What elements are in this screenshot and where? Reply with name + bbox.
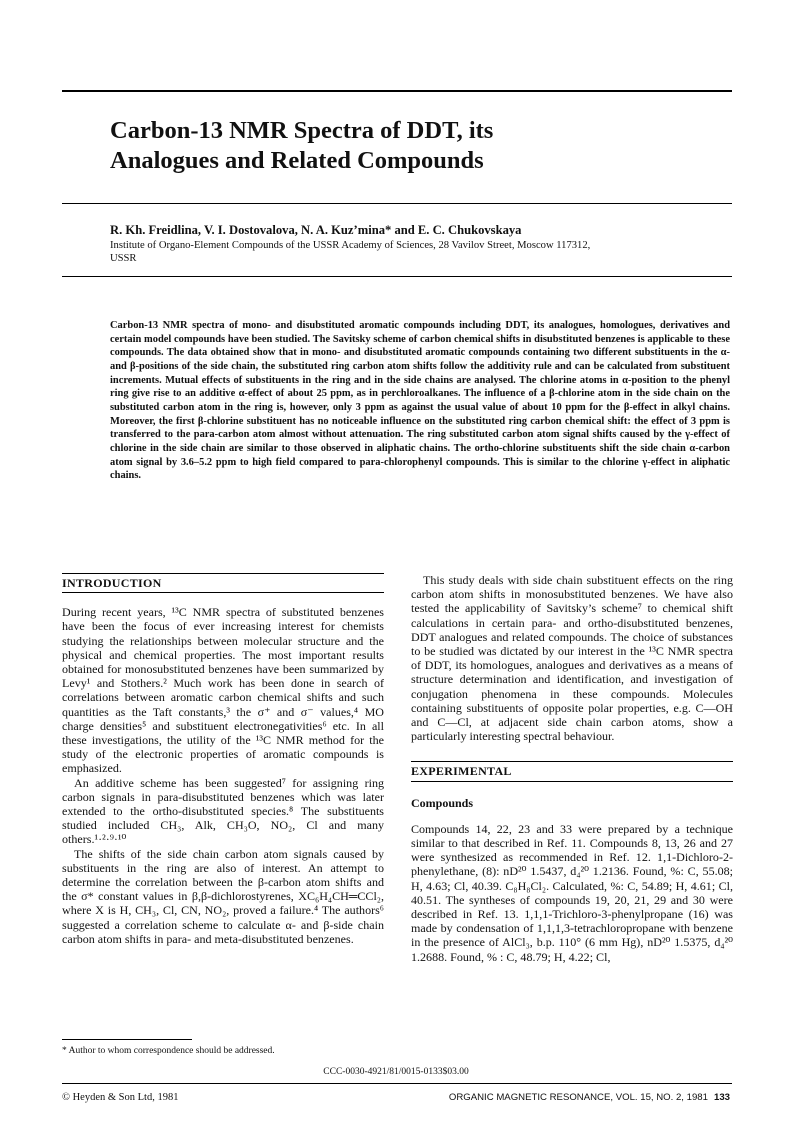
intro-paragraph-3: The shifts of the side chain carbon atom signals caused by substituents in the ring are also of interest. An attempt to determine the correlation between the β-carbon atom shifts and the σ* constant values in β,β-dichlorostyrenes, XC₆H₄CH═CCl₂, where X is H, CH₃, Cl, CN, NO₂, proved a failure.⁴ The authors⁶ suggested a correlation scheme to calculate α- and β-side chain carbon atom shifts in para- and meta-disubstituted benzenes.: [62, 846, 384, 946]
article-code: CCC-0030-4921/81/0015-0133$03.00: [323, 1067, 469, 1077]
intro-heading: INTRODUCTION: [62, 576, 162, 590]
title-rule: [62, 203, 732, 204]
intro-paragraph-1: During recent years, ¹³C NMR spectra of substituted benzenes have been the focus of ever increasing interest for chemists studying the relationships between molecular structure and the physical and chemical properties. The most important results obtained for monosubstituted benzenes have been summarized by Levy¹ and Stothers.² Much work has been done in search of correlations between aromatic carbon chemical shifts and such quantities as the Taft constants,³ the σ⁺ and σ⁻ values,⁴ MO charge densities⁵ and substituent electronegativities⁶ etc. In all these investigations, the utility of the ¹³C NMR method for the study of the electronic properties of aromatic compounds is emphasized.: [62, 605, 384, 776]
intro-paragraph-2: An additive scheme has been suggested⁷ for assigning ring carbon signals in para-disubstituted benzenes which was later extended to the ortho-disubstituted species.⁸ The substituents studied included CH₃, Alk, CH₃O, NO₂, Cl and many others.¹·²·⁹·¹⁰: [62, 775, 384, 847]
right-paragraph-1: This study deals with side chain substituent effects on the ring carbon atom shifts in monosubstituted benzenes. We have also tested the applicability of Savitsky’s scheme⁷ to chemical shift calculations in certain para- and ortho-disubstituted benzenes, DDT analogues and related compounds. The choice of substances to be studied was dictated by our interest in the ¹³C NMR spectra of DDT, its homologues, analogues and derivatives as a means of structure determination and identification, and investigation of conjugation phenomena in these compounds. Molecules containing substituents of opposite polar properties, e.g. C—OH and C—Cl, at adjacent side chain carbon atoms, show a particularly interesting spectral behaviour.: [411, 573, 733, 744]
experimental-heading: EXPERIMENTAL: [411, 764, 512, 779]
header-bottom-rule: [62, 276, 732, 277]
abstract: Carbon-13 NMR spectra of mono- and disubstituted aromatic compounds including DDT, its analogues, homologues, derivatives and certain model compounds have been studied. The Savitsky scheme of carbon chemical shifts in disubstituted benzenes is applicable to these compounds. The data obtained show that in mono- and disubstituted aromatic compounds containing two different substituents in the α- and β-positions of the side chain, the substituted ring carbon atom shifts follow the additivity rule and can be calculated from substituent increments. Mutual effects of substituents in the ring and in the side chains are analysed. The chlorine atoms in α-position to the phenyl ring give rise to an additive α-effect of about 25 ppm, as in perchloroalkanes. The influence of a β-chlorine atom in the side chain on the substituted carbon atom in the ring is, however, only 3 ppm as against the usual value of about 10 ppm for the β-effect in alkyl chains. Moreover, the first β-chlorine substituent has no noticeable influence on the substituted ring carbon chemical shift: the effect of 3 ppm is transferred to the para-carbon atom almost without attenuation. The ring substituted carbon atom signal shifts caused by the γ-effect of chlorine in the side chain are similar to those observed in aliphatic chains. The ortho-chlorine substituents shift the side chain α-carbon atom signal by 3.6–5.2 ppm to high field compared to para-chlorophenyl compounds. This is similar to the chlorine γ-effect in aliphatic chains.: [110, 320, 730, 482]
compounds-paragraph: Compounds 14, 22, 23 and 33 were prepared by a technique similar to that described in Ref. 11. Compounds 8, 13, 26 and 27 were synthesized as recommended in Ref. 12. 1,1-Dichloro-2-phenylethane, (8): nD²⁰ 1.5437, d₄²⁰ 1.2136. Found, %: C, 55.08; H, 4.63; Cl, 40.39. C₈H₈Cl₂. Calculated, %: C, 54.89; H, 4.61; Cl, 40.51. The syntheses of compounds 19, 20, 21, 29 and 30 were described in Ref. 13. 1,1,1-Trichloro-3-phenylpropane (16) was made by condensation of 1,1,1,3-tetrachloropropane with benzene in the presence of AlCl₃, b.p. 110° (6 mm Hg), nD²⁰ 1.5375, d₄²⁰ 1.2688. Found, % : C, 48.79; H, 4.22; Cl,: [411, 821, 733, 964]
affiliation: [110, 239, 730, 265]
experimental-heading-box: [411, 761, 733, 781]
journal-name: ORGANIC MAGNETIC RESONANCE, VOL. 15, NO. 2, 1981: [448, 1092, 708, 1103]
article-title: [110, 116, 710, 176]
title-line-2: Analogues and Related Compounds: [110, 147, 484, 174]
affiliation-line-1: Institute of Organo-Element Compounds of the USSR Academy of Sciences, 28 Vavilov Street, Moscow 117312,: [110, 240, 591, 251]
page-number: 133: [713, 1092, 730, 1103]
left-column: [62, 573, 384, 946]
compounds-heading: Compounds: [411, 795, 474, 810]
footer-rule: [62, 1083, 732, 1084]
journal-citation: [449, 1092, 730, 1103]
top-rule: [62, 90, 732, 92]
affiliation-line-2: USSR: [110, 253, 137, 264]
title-line-1: Carbon-13 NMR Spectra of DDT, its: [110, 117, 494, 144]
right-column: [411, 573, 733, 964]
authors: R. Kh. Freidlina, V. I. Dostovalova, N. A. Kuz’mina* and E. C. Chukovskaya: [110, 223, 522, 237]
footnote: * Author to whom correspondence should be addressed.: [62, 1046, 275, 1056]
footnote-rule: [62, 1039, 192, 1040]
copyright: © Heyden & Son Ltd, 1981: [62, 1092, 179, 1103]
intro-heading-box: [62, 573, 384, 593]
